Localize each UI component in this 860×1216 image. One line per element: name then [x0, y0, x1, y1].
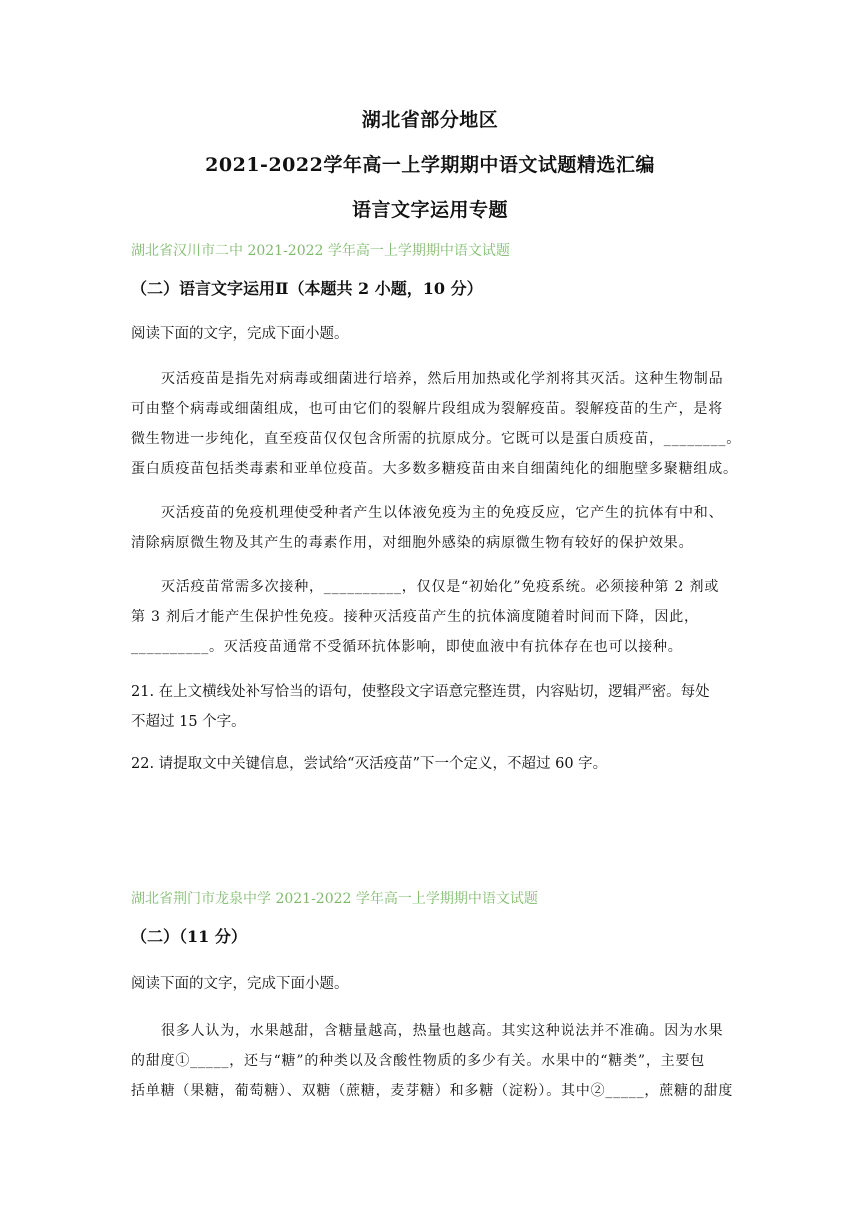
- doc-title-main: 2021-2022学年高一上学期期中语文试题精选汇编: [205, 154, 655, 176]
- passage-line: __________。灭活疫苗通常不受循环抗体影响，即使血液中有抗体存在也可以接种。: [131, 639, 683, 655]
- question-21-cont: 不超过 15 个字。: [131, 714, 246, 730]
- passage-line: 灭活疫苗常需多次接种，__________，仅仅是“初始化”免疫系统。必须接种第 2 剂或: [161, 579, 720, 595]
- passage-line: 的甜度①_____，还与“糖”的种类以及含酸性物质的多少有关。水果中的“糖类”，主要包: [131, 1053, 706, 1069]
- question-21: 21. 在上文横线处补写恰当的语句，使整段文字语意完整连贯，内容贴切，逻辑严密。每处: [131, 684, 710, 700]
- source-link-hanchuan[interactable]: 湖北省汉川市二中 2021-2022 学年高一上学期期中语文试题: [131, 243, 510, 259]
- question-22: 22. 请提取文中关键信息，尝试给“灭活疫苗”下一个定义，不超过 60 字。: [131, 756, 608, 772]
- passage-line: 可由整个病毒或细菌组成，也可由它们的裂解片段组成为裂解疫苗。裂解疫苗的生产，是将: [131, 401, 723, 417]
- passage-line: 第 3 剂后才能产生保护性免疫。接种灭活疫苗产生的抗体滴度随着时间而下降，因此，: [131, 609, 699, 625]
- instruction-text: 阅读下面的文字，完成下面小题。: [131, 326, 349, 342]
- passage-line: 蛋白质疫苗包括类毒素和亚单位疫苗。大多数多糖疫苗由来自细菌纯化的细胞壁多聚糖组成。: [131, 461, 738, 477]
- passage-line: 微生物进一步纯化，直至疫苗仅仅包含所需的抗原成分。它既可以是蛋白质疫苗，________。: [131, 431, 741, 447]
- passage-line: 很多人认为，水果越甜，含糖量越高，热量也越高。其实这种说法并不准确。因为水果: [161, 1023, 724, 1039]
- doc-title-region: 湖北省部分地区: [361, 109, 499, 131]
- doc-title-topic: 语言文字运用专题: [351, 199, 508, 221]
- instruction-text: 阅读下面的文字，完成下面小题。: [131, 976, 349, 992]
- source-link-jingmen[interactable]: 湖北省荆门市龙泉中学 2021-2022 学年高一上学期期中语文试题: [131, 891, 538, 907]
- passage-line: 灭活疫苗是指先对病毒或细菌进行培养，然后用加热或化学剂将其灭活。这种生物制品: [161, 371, 724, 387]
- section-heading: （二）语言文字运用Ⅱ（本题共 2 小题，10 分）: [131, 279, 483, 298]
- section-heading: （二）（11 分）: [131, 927, 247, 946]
- passage-line: 灭活疫苗的免疫机理使受种者产生以体液免疫为主的免疫反应，它产生的抗体有中和、: [161, 505, 724, 521]
- passage-line: 清除病原微生物及其产生的毒素作用，对细胞外感染的病原微生物有较好的保护效果。: [131, 535, 694, 551]
- passage-line: 括单糖（果糖，葡萄糖）、双糖（蔗糖，麦芽糖）和多糖（淀粉）。其中②_____，蔗糖的甜度: [131, 1083, 734, 1099]
